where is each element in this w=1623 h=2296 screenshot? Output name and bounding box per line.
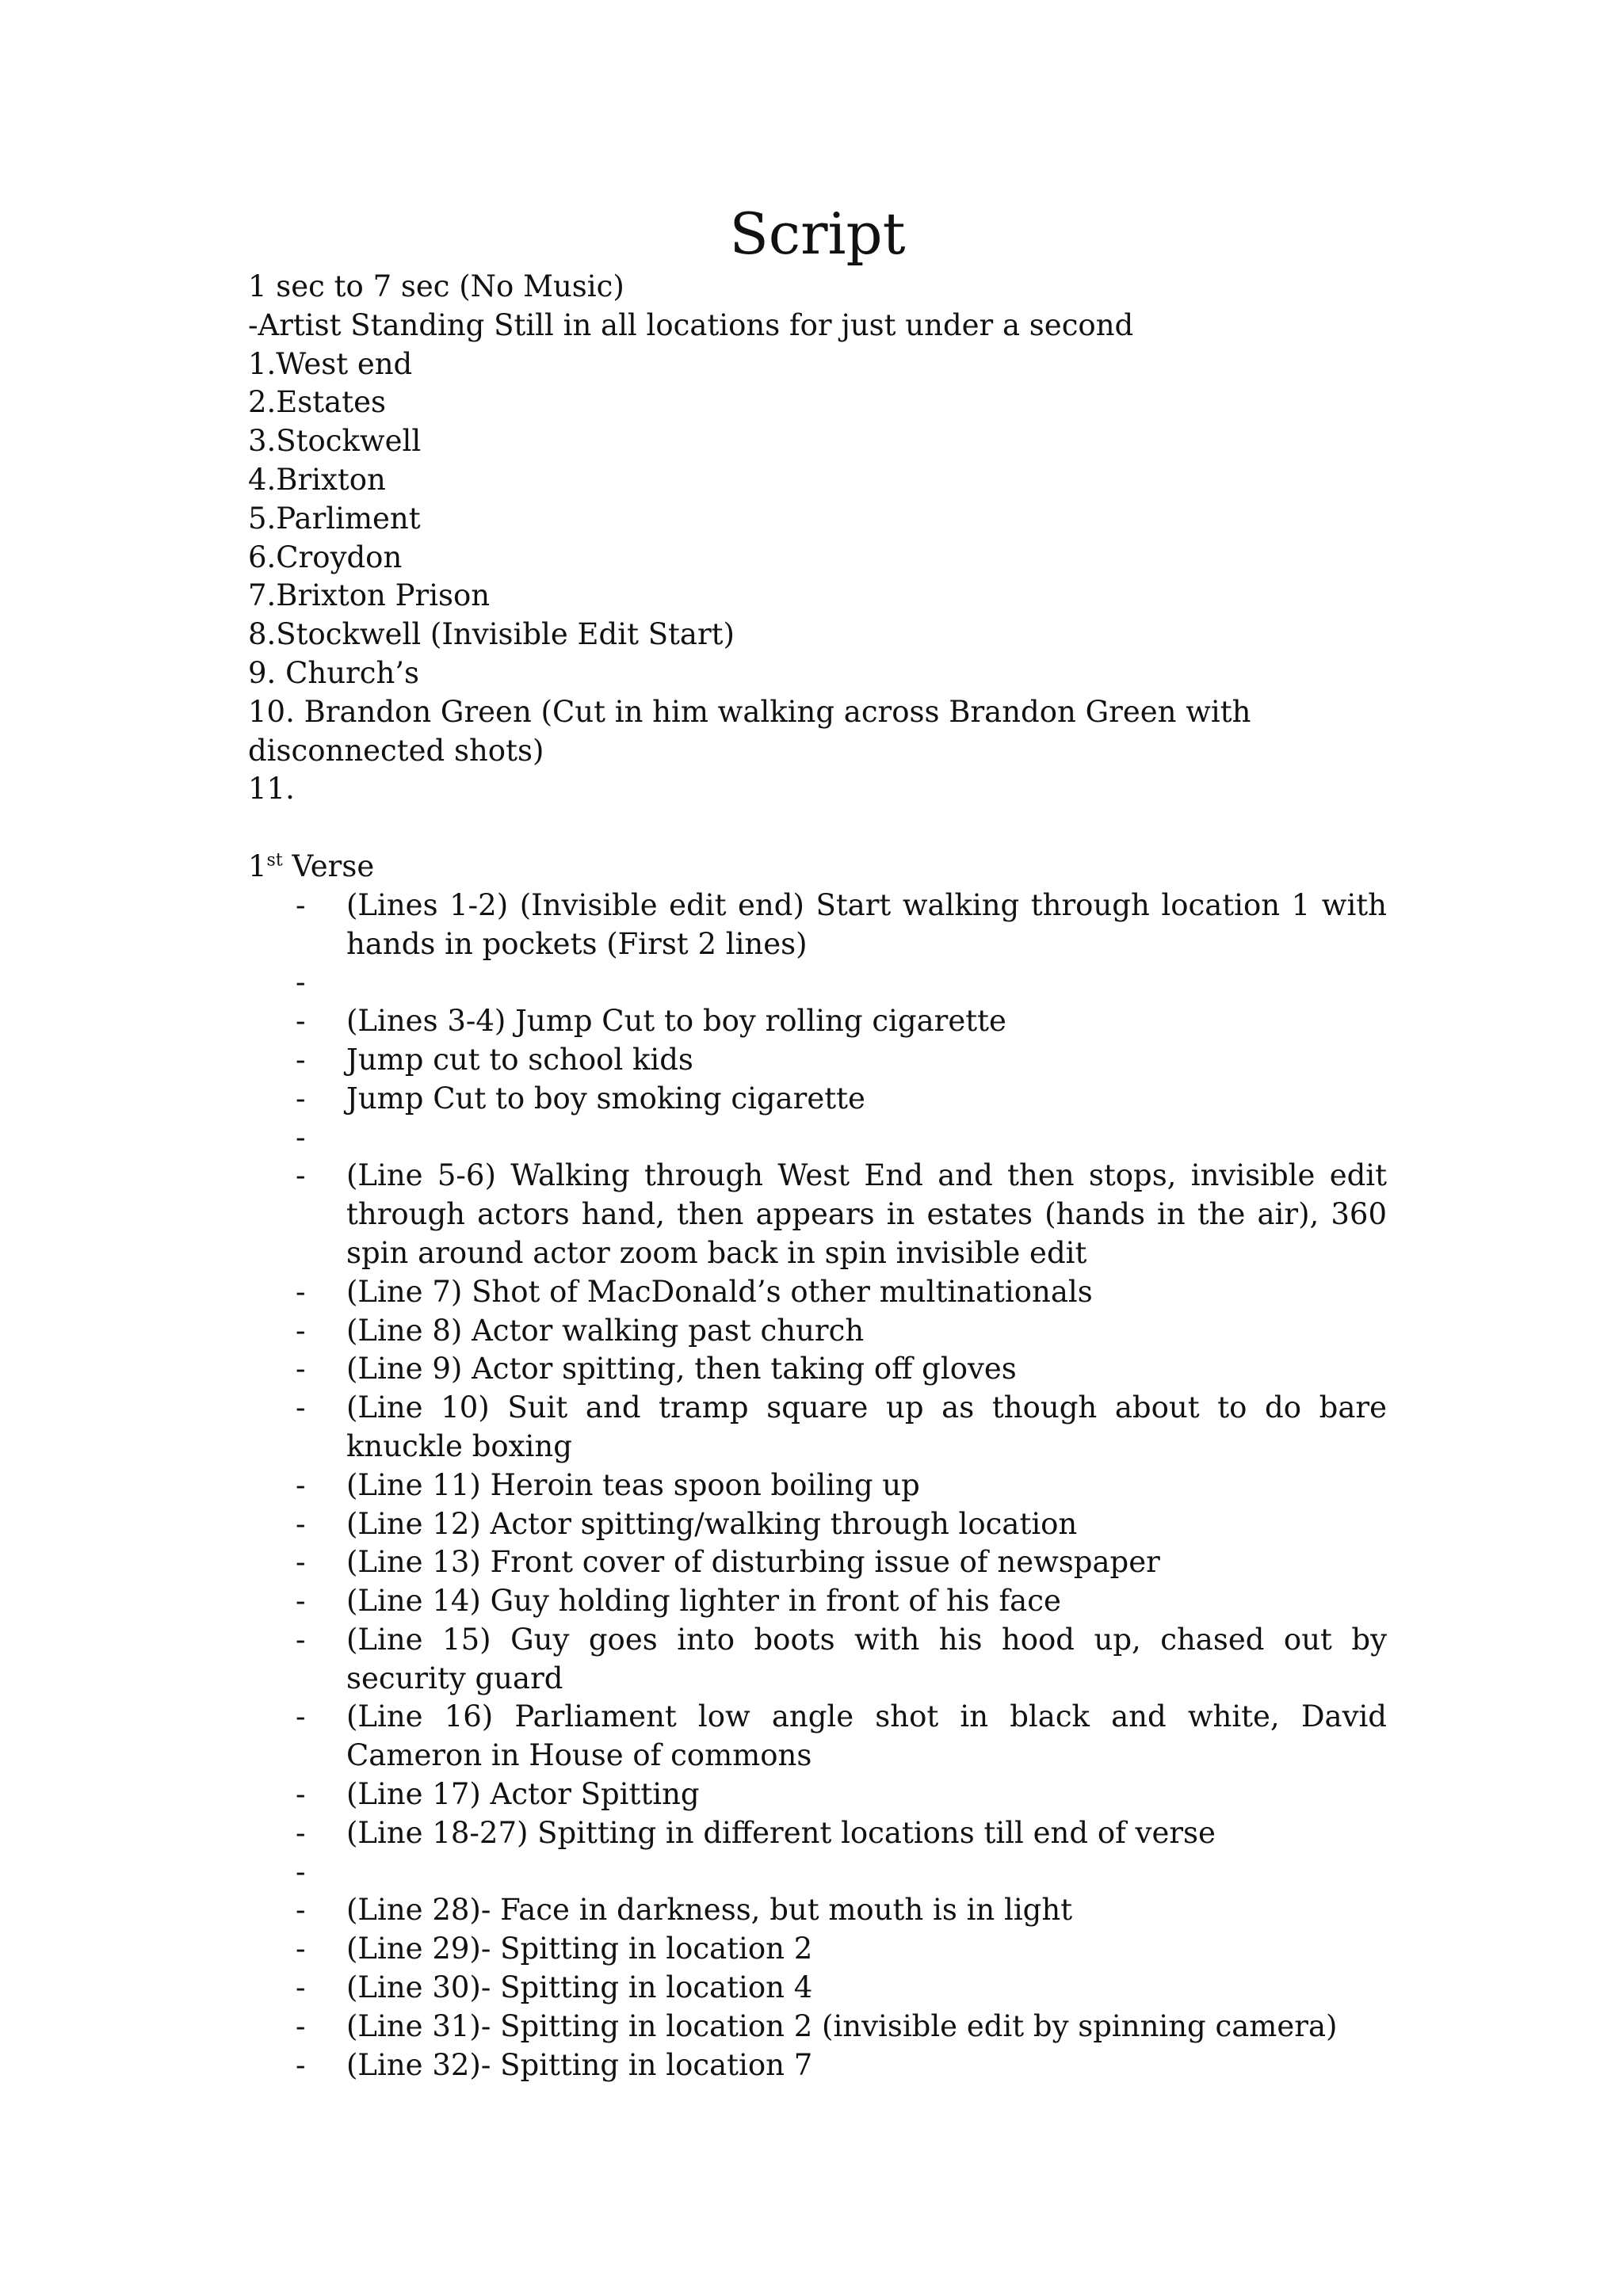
bullet-dash: - (296, 1815, 306, 1850)
verse-shot-text: (Lines 1-2) (Invisible edit end) Start walking through location 1 with hands in pockets (First 2 lines) (346, 887, 1387, 961)
bullet-dash: - (296, 1352, 306, 1386)
verse-shot-item (248, 1698, 1387, 1775)
location-item: 10. Brandon Green (Cut in him walking across Brandon Green with disconnected shots) (248, 694, 1261, 768)
verse-shot-text: Jump cut to school kids (346, 1042, 693, 1077)
location-item: 1.West end (248, 346, 413, 381)
location-item: 11. (248, 772, 295, 807)
bullet-dash: - (296, 1699, 306, 1734)
verse-shot-item (248, 1350, 1387, 1389)
intro-timing: 1 sec to 7 sec (No Music) (248, 269, 624, 303)
location-item: 9. Church’s (248, 655, 420, 690)
bullet-dash: - (296, 2047, 306, 2082)
bullet-dash: - (296, 1274, 306, 1309)
location-item: 3.Stockwell (248, 424, 422, 459)
verse-shot-item (248, 1466, 1387, 1505)
verse-shot-item (248, 1119, 1387, 1158)
verse-shot-text: (Line 8) Actor walking past church (346, 1313, 865, 1348)
verse-shot-item (248, 1543, 1387, 1582)
verse-shot-item (248, 1389, 1387, 1466)
verse-shot-text: (Line 14) Guy holding lighter in front of his face (346, 1584, 1061, 1619)
verse-shot-item (248, 1157, 1387, 1272)
verse-shot-item (248, 1853, 1387, 1892)
bullet-dash: - (296, 1081, 306, 1116)
verse-shot-item (248, 1080, 1387, 1119)
verse-number: 1 (248, 849, 267, 883)
verse-shot-item (248, 1002, 1387, 1041)
verse-shot-list (248, 887, 1387, 2085)
bullet-dash: - (296, 1545, 306, 1580)
bullet-dash: - (296, 1893, 306, 1928)
bullet-dash: - (296, 1932, 306, 1966)
verse-shot-item (248, 1930, 1387, 1969)
verse-ordinal-suffix: st (266, 850, 283, 871)
verse-shot-item (248, 1814, 1387, 1853)
verse-shot-text: (Line 28)- Face in darkness, but mouth is in light (346, 1893, 1073, 1928)
bullet-dash: - (296, 1158, 306, 1193)
bullet-dash: - (296, 1390, 306, 1425)
bullet-dash: - (296, 2008, 306, 2043)
verse-shot-text: (Line 29)- Spitting in location 2 (346, 1932, 813, 1966)
verse-shot-item (248, 2008, 1387, 2046)
verse-shot-item (248, 2046, 1387, 2085)
location-item: 8.Stockwell (Invisible Edit Start) (248, 617, 735, 652)
bullet-dash: - (296, 1854, 306, 1889)
bullet-dash: - (296, 1970, 306, 2005)
verse-shot-item (248, 1582, 1387, 1621)
script-body (248, 268, 1387, 2084)
location-item: 4.Brixton (248, 462, 386, 497)
bullet-dash: - (296, 1584, 306, 1619)
bullet-dash: - (296, 1004, 306, 1039)
bullet-dash: - (296, 1042, 306, 1077)
verse-shot-item (248, 1621, 1387, 1699)
location-item: 2.Estates (248, 385, 386, 420)
verse-shot-item (248, 1041, 1387, 1080)
spacer (248, 809, 1387, 848)
verse-shot-item (248, 1505, 1387, 1544)
verse-shot-item (248, 1273, 1387, 1312)
verse-shot-item (248, 1969, 1387, 2008)
location-item: 6.Croydon (248, 540, 403, 574)
verse-shot-item (248, 1775, 1387, 1814)
verse-shot-text: (Line 30)- Spitting in location 4 (346, 1970, 813, 2005)
location-item: 7.Brixton Prison (248, 578, 491, 613)
verse-shot-text: (Line 5-6) Walking through West End and then stops, invisible edit through actors hand, then appears in estates (hands in the air), 360 spin around actor zoom back in spin invisible edit (346, 1158, 1387, 1270)
verse-heading (248, 848, 1387, 887)
bullet-dash: - (296, 1313, 306, 1348)
verse-shot-item (248, 1312, 1387, 1351)
verse-shot-text: (Line 18-27) Spitting in different locations till end of verse (346, 1815, 1216, 1850)
verse-shot-text: (Line 31)- Spitting in location 2 (invisible edit by spinning camera) (346, 2008, 1338, 2043)
verse-shot-text: (Line 32)- Spitting in location 7 (346, 2047, 813, 2082)
bullet-dash: - (296, 1777, 306, 1812)
bullet-dash: - (296, 965, 306, 1000)
verse-shot-text: (Line 17) Actor Spitting (346, 1777, 700, 1812)
intro-direction: -Artist Standing Still in all locations for just under a second (248, 307, 1134, 342)
verse-shot-text: (Line 12) Actor spitting/walking through location (346, 1506, 1078, 1541)
verse-shot-text: (Line 7) Shot of MacDonald’s other multinationals (346, 1274, 1093, 1309)
verse-shot-item (248, 887, 1387, 964)
verse-shot-text: Jump Cut to boy smoking cigarette (346, 1081, 865, 1116)
bullet-dash: - (296, 1467, 306, 1502)
verse-shot-text: (Line 13) Front cover of disturbing issue of newspaper (346, 1545, 1160, 1580)
bullet-dash: - (296, 1506, 306, 1541)
location-item: 5.Parliment (248, 501, 421, 536)
verse-shot-item (248, 963, 1387, 1002)
verse-shot-item (248, 1891, 1387, 1930)
bullet-dash: - (296, 887, 306, 922)
verse-label: Verse (282, 849, 375, 883)
verse-shot-text: (Line 11) Heroin teas spoon boiling up (346, 1467, 920, 1502)
verse-shot-text: (Line 9) Actor spitting, then taking off gloves (346, 1352, 1017, 1386)
location-list (248, 345, 1387, 810)
bullet-dash: - (296, 1119, 306, 1154)
verse-shot-text: (Line 16) Parliament low angle shot in black and white, David Cameron in House of commons (346, 1699, 1387, 1773)
page-title: Script (729, 200, 906, 267)
bullet-dash: - (296, 1622, 306, 1657)
verse-shot-text: (Line 15) Guy goes into boots with his hood up, chased out by security guard (346, 1622, 1387, 1695)
verse-shot-text: (Line 10) Suit and tramp square up as though about to do bare knuckle boxing (346, 1390, 1387, 1463)
verse-shot-text: (Lines 3-4) Jump Cut to boy rolling cigarette (346, 1004, 1006, 1039)
